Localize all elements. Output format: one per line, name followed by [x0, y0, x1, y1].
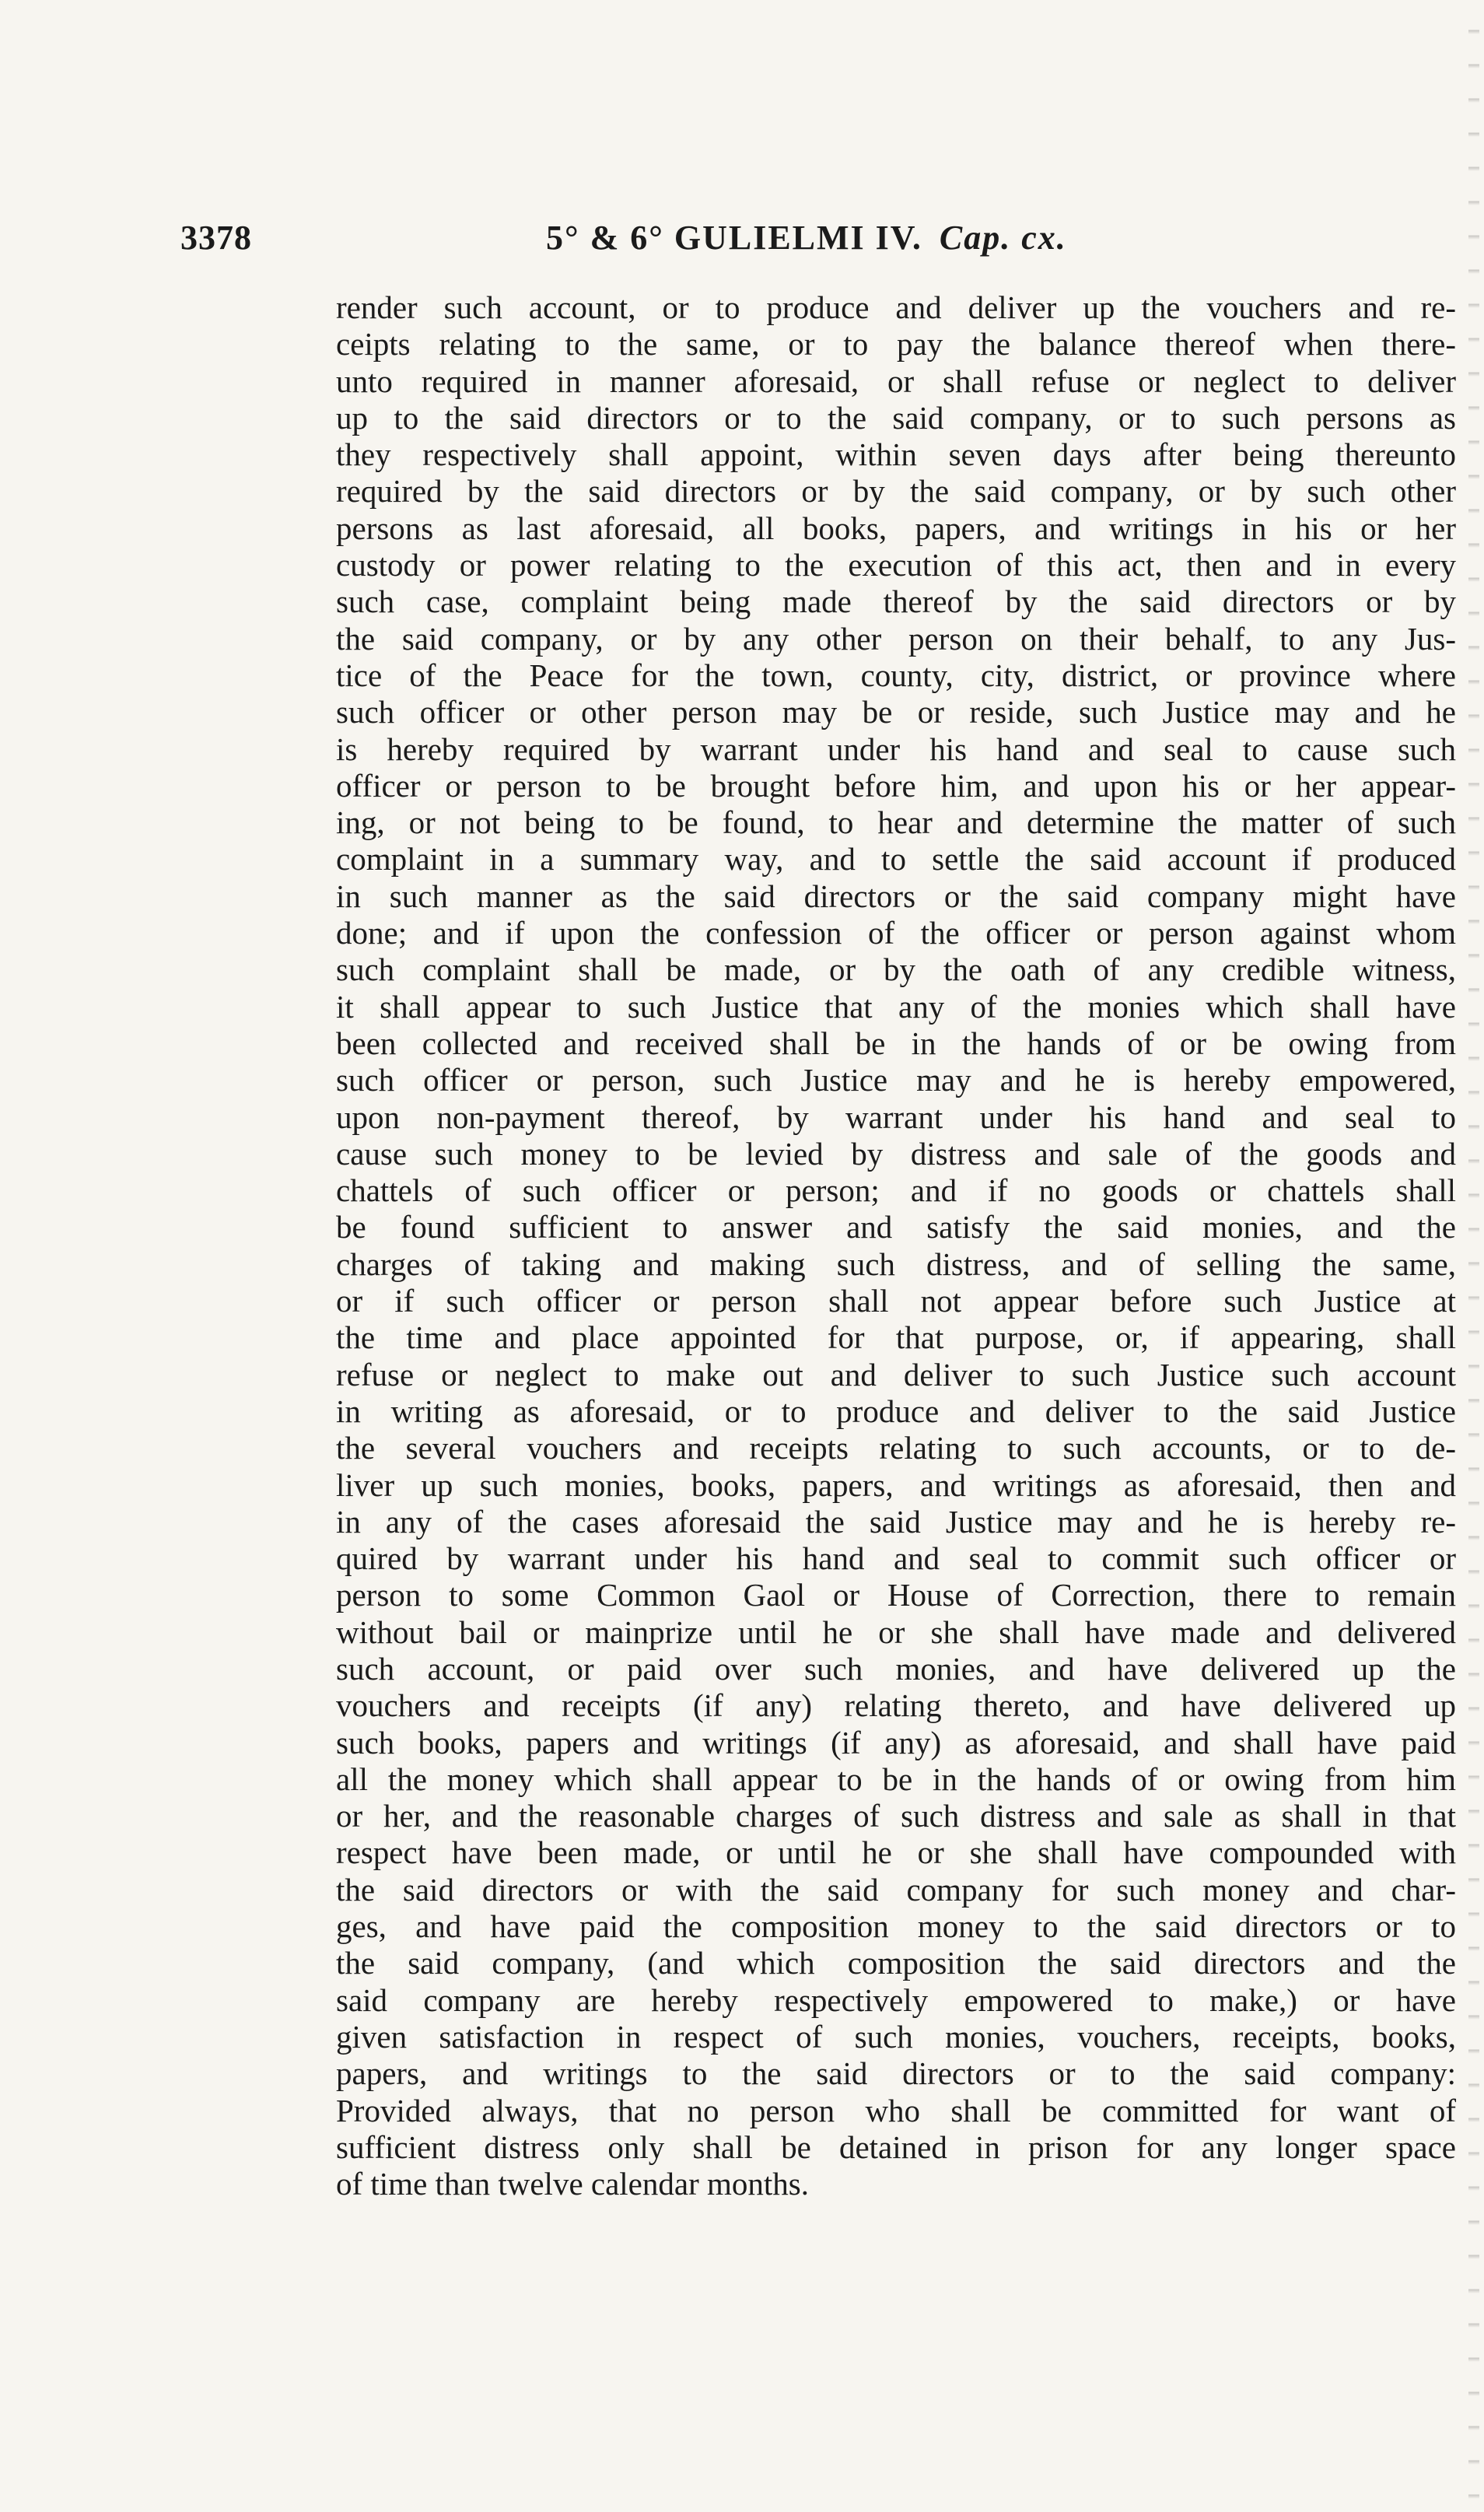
text-line: ing, or not being to be found, to hear and determine the matter of such — [336, 804, 1456, 841]
text-line: in writing as aforesaid, or to produce and deliver to the said Justice — [336, 1393, 1456, 1429]
page-header — [180, 218, 1207, 272]
text-line: ges, and have paid the composition money to the said directors or to — [336, 1908, 1456, 1945]
text-line: given satisfaction in respect of such monies, vouchers, receipts, books, — [336, 2018, 1456, 2055]
text-line: without bail or mainprize until he or she shall have made and delivered — [336, 1613, 1456, 1650]
text-line: the said company, (and which composition the said directors and the — [336, 1945, 1456, 1981]
text-line: or her, and the reasonable charges of such distress and sale as shall in that — [336, 1798, 1456, 1834]
text-line: person to some Common Gaol or House of Correction, there to remain — [336, 1577, 1456, 1613]
text-line: such officer or other person may be or reside, such Justice may and he — [336, 694, 1456, 730]
text-line: or if such officer or person shall not appear before such Justice at — [336, 1283, 1456, 1319]
text-line: respect have been made, or until he or she shall have compounded with — [336, 1834, 1456, 1871]
text-line: refuse or neglect to make out and deliver to such Justice such account — [336, 1356, 1456, 1393]
text-line: the time and place appointed for that purpose, or, if appearing, shall — [336, 1319, 1456, 1356]
body-text — [336, 289, 1456, 2202]
text-line: complaint in a summary way, and to settle the said account if produced — [336, 841, 1456, 878]
text-line: said company are hereby respectively empowered to make,) or have — [336, 1981, 1456, 2018]
text-line: they respectively shall appoint, within seven days after being thereunto — [336, 436, 1456, 473]
text-line: up to the said directors or to the said company, or to such persons as — [336, 399, 1456, 436]
text-line: charges of taking and making such distress, and of selling the same, — [336, 1245, 1456, 1282]
text-line: required by the said directors or by the said company, or by such other — [336, 473, 1456, 510]
text-line: upon non-payment thereof, by warrant under his hand and seal to — [336, 1098, 1456, 1135]
text-line: is hereby required by warrant under his hand and seal to cause such — [336, 730, 1456, 767]
text-line: such officer or person, such Justice may and he is hereby empowered, — [336, 1062, 1456, 1098]
scan-edge-artifact — [1468, 0, 1479, 2512]
text-line: been collected and received shall be in the hands of or be owing from — [336, 1025, 1456, 1061]
text-line: be found sufficient to answer and satisfy the said monies, and the — [336, 1209, 1456, 1245]
text-line: cause such money to be levied by distress and sale of the goods and — [336, 1135, 1456, 1172]
text-line: such books, papers and writings (if any) as aforesaid, and shall have paid — [336, 1724, 1456, 1761]
text-line: in such manner as the said directors or the said company might have — [336, 878, 1456, 914]
text-line: the said company, or by any other person on their behalf, to any Jus- — [336, 620, 1456, 657]
text-line: render such account, or to produce and deliver up the vouchers and re- — [336, 289, 1456, 325]
text-line: chattels of such officer or person; and if no goods or chattels shall — [336, 1172, 1456, 1209]
text-line: custody or power relating to the execution of this act, then and in every — [336, 547, 1456, 583]
text-line: all the money which shall appear to be in the hands of or owing from him — [336, 1761, 1456, 1797]
text-line: Provided always, that no person who shall be committed for want of — [336, 2092, 1456, 2128]
text-line: papers, and writings to the said directors or to the said company: — [336, 2055, 1456, 2092]
running-title — [546, 218, 1067, 258]
chapter-label: Cap. cx. — [939, 219, 1067, 257]
text-line: vouchers and receipts (if any) relating thereto, and have delivered up — [336, 1687, 1456, 1724]
statute-title: 5° & 6° GULIELMI IV. — [546, 219, 922, 257]
text-line: such case, complaint being made thereof by the said directors or by — [336, 583, 1456, 620]
text-line: such complaint shall be made, or by the oath of any credible witness, — [336, 951, 1456, 988]
text-line: unto required in manner aforesaid, or shall refuse or neglect to deliver — [336, 363, 1456, 399]
text-line: officer or person to be brought before him, and upon his or her appear- — [336, 767, 1456, 804]
text-line: quired by warrant under his hand and seal to commit such officer or — [336, 1540, 1456, 1577]
text-line: persons as last aforesaid, all books, papers, and writings in his or her — [336, 510, 1456, 546]
text-line: it shall appear to such Justice that any of the monies which shall have — [336, 988, 1456, 1025]
page-number: 3378 — [180, 219, 252, 257]
text-line: ceipts relating to the same, or to pay the balance thereof when there- — [336, 326, 1456, 363]
text-line: tice of the Peace for the town, county, city, district, or province where — [336, 657, 1456, 693]
text-line: the several vouchers and receipts relating to such accounts, or to de- — [336, 1430, 1456, 1466]
text-line: in any of the cases aforesaid the said Justice may and he is hereby re- — [336, 1503, 1456, 1540]
text-line: liver up such monies, books, papers, and writings as aforesaid, then and — [336, 1466, 1456, 1503]
text-line: the said directors or with the said company for such money and char- — [336, 1871, 1456, 1908]
text-line: such account, or paid over such monies, and have delivered up the — [336, 1650, 1456, 1687]
text-line: done; and if upon the confession of the officer or person against whom — [336, 915, 1456, 951]
text-line: of time than twelve calendar months. — [336, 2166, 809, 2202]
text-line: sufficient distress only shall be detained in prison for any longer space — [336, 2128, 1456, 2165]
